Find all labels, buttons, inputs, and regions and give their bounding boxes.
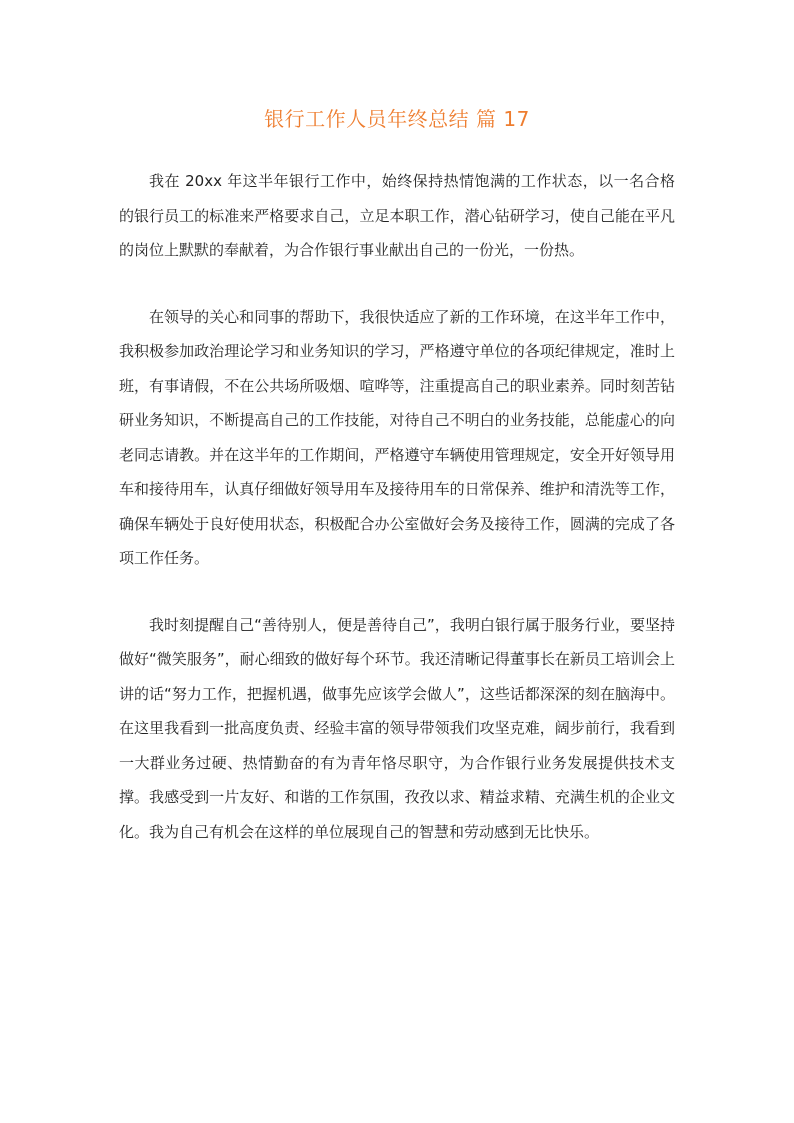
paragraph: 在领导的关心和同事的帮助下，我很快适应了新的工作环境，在这半年工作中，我积极参加政治理论学习和业务知识的学习，严格遵守单位的各项纪律规定，准时上班，有事请假，不在公共场所吸烟、喧哗等，注重提高自己的职业素养。同时刻苦钻研业务知识，不断提高自己的工作技能，对待自己不明白的业务技能，总能虚心的向老同志请教。并在这半年的工作期间，严格遵守车辆使用管理规定，安全开好领导用车和接待用车，认真仔细做好领导用车及接待用车的日常保养、维护和清洗等工作，确保车辆处于良好使用状态，积极配合办公室做好会务及接待工作，圆满的完成了各项工作任务。 — [119, 307, 675, 567]
document-body — [119, 164, 675, 881]
page-title: 银行工作人员年终总结 篇 17 — [264, 107, 530, 131]
paragraph: 我在 20xx 年这半年银行工作中，始终保持热情饱满的工作状态，以一名合格的银行员工的标准来严格要求自己，立足本职工作，潜心钻研学习，使自己能在平凡的岗位上默默的奉献着，为合作银行事业献出自己的一份光，一份热。 — [119, 172, 675, 259]
paragraph: 我时刻提醒自己“善待别人，便是善待自己”，我明白银行属于服务行业，要坚持做好“微笑服务”，耐心细致的做好每个环节。我还清晰记得董事长在新员工培训会上讲的话“努力工作，把握机遇，做事先应该学会做人”，这些话都深深的刻在脑海中。在这里我看到一批高度负责、经验丰富的领导带领我们攻坚克难，阔步前行，我看到一大群业务过硬、热情勤奋的有为青年恪尽职守，为合作银行业务发展提供技术支撑。我感受到一片友好、和谐的工作氛围，孜孜以求、精益求精、充满生机的企业文化。我为自己有机会在这样的单位展现自己的智慧和劳动感到无比快乐。 — [119, 615, 675, 841]
